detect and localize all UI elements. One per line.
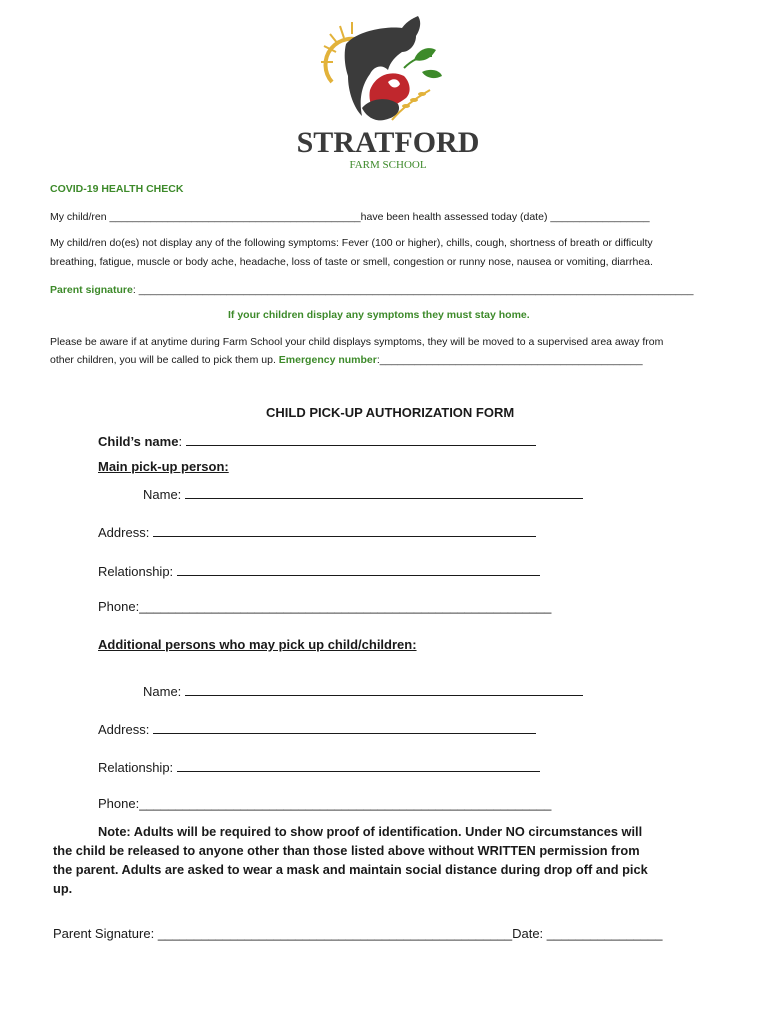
covid-heading: COVID-19 HEALTH CHECK bbox=[50, 183, 184, 195]
child-name-blank[interactable]: ___________________________________________ bbox=[109, 211, 361, 223]
logo-subtitle-text: FARM SCHOOL bbox=[349, 159, 427, 171]
note-line-1: Note: Adults will be required to show proof of identification. Under NO circumstances will bbox=[98, 824, 643, 839]
additional-name-label: Name: bbox=[143, 684, 182, 699]
additional-phone-field[interactable]: _________________________________________________________ bbox=[139, 796, 552, 811]
main-phone-row bbox=[98, 599, 551, 614]
footer-date-field[interactable]: ________________ bbox=[546, 926, 663, 941]
logo-brand-text: STRATFORD bbox=[296, 126, 480, 159]
main-pickup-heading: Main pick-up person: bbox=[98, 459, 229, 474]
health-date-blank[interactable]: _________________ bbox=[550, 211, 650, 223]
additional-address-row bbox=[98, 720, 536, 737]
additional-phone-row bbox=[98, 796, 551, 811]
main-address-row bbox=[98, 523, 536, 540]
main-phone-label: Phone: bbox=[98, 599, 140, 614]
additional-name-row bbox=[143, 682, 583, 699]
additional-name-field[interactable] bbox=[185, 682, 583, 696]
aware-line-1: Please be aware if at anytime during Farm School your child displays symptoms, they will be moved to a supervised area away from bbox=[50, 336, 664, 348]
emergency-number-blank[interactable]: :_____________________________________________ bbox=[376, 354, 643, 366]
footer-signature-label: Parent Signature: bbox=[53, 926, 155, 941]
child-name-colon: : bbox=[178, 434, 183, 449]
additional-relationship-row bbox=[98, 758, 540, 775]
parent-signature-label: Parent signature bbox=[50, 284, 133, 296]
stay-home-warning: If your children display any symptoms they must stay home. bbox=[228, 309, 530, 321]
main-address-field[interactable] bbox=[153, 523, 536, 537]
footer-date-label: Date: bbox=[512, 926, 544, 941]
main-name-field[interactable] bbox=[185, 485, 583, 499]
note-line-3: the parent. Adults are asked to wear a mask and maintain social distance during drop off and pick bbox=[53, 862, 648, 877]
farm-animals-logo-icon bbox=[296, 12, 480, 172]
additional-relationship-field[interactable] bbox=[177, 758, 540, 772]
additional-address-field[interactable] bbox=[153, 720, 536, 734]
main-name-label: Name: bbox=[143, 487, 182, 502]
emergency-number-label: Emergency number bbox=[278, 354, 377, 366]
footer-signature-row bbox=[53, 926, 662, 941]
additional-address-label: Address: bbox=[98, 722, 150, 737]
footer-signature-field[interactable]: _________________________________________________ bbox=[157, 926, 513, 941]
additional-relationship-label: Relationship: bbox=[98, 760, 174, 775]
additional-persons-heading: Additional persons who may pick up child/children: bbox=[98, 637, 417, 652]
additional-phone-label: Phone: bbox=[98, 796, 140, 811]
main-address-label: Address: bbox=[98, 525, 150, 540]
pickup-form-title: CHILD PICK-UP AUTHORIZATION FORM bbox=[266, 405, 515, 420]
child-name-field[interactable] bbox=[186, 432, 536, 446]
parent-signature-row bbox=[50, 281, 693, 299]
main-relationship-row bbox=[98, 562, 540, 579]
child-name-label: Child’s name bbox=[98, 434, 179, 449]
symptoms-line-1: My child/ren do(es) not display any of the following symptoms: Fever (100 or higher), chills, cough, shortness of breath or difficulty bbox=[50, 237, 653, 249]
symptoms-line-2: breathing, fatigue, muscle or body ache, headache, loss of taste or smell, congestion or runny nose, nausea or vomiting, diarrhea. bbox=[50, 256, 653, 268]
main-name-row bbox=[143, 485, 583, 502]
main-relationship-field[interactable] bbox=[177, 562, 540, 576]
child-health-line bbox=[50, 208, 650, 226]
note-line-2: the child be released to anyone other than those listed above without WRITTEN permission from bbox=[53, 843, 640, 858]
main-phone-field[interactable]: _________________________________________________________ bbox=[139, 599, 552, 614]
child-name-row bbox=[98, 432, 536, 449]
aware-line-2 bbox=[50, 351, 643, 369]
parent-signature-blank[interactable]: : _______________________________________________________________________________________________ bbox=[132, 284, 694, 296]
child-prefix: My child/ren bbox=[50, 211, 107, 223]
aware-text: other children, you will be called to pick them up. bbox=[50, 354, 276, 366]
child-suffix: have been health assessed today (date) bbox=[360, 211, 548, 223]
main-relationship-label: Relationship: bbox=[98, 564, 174, 579]
stratford-logo bbox=[296, 12, 480, 172]
note-line-4: up. bbox=[53, 881, 73, 896]
